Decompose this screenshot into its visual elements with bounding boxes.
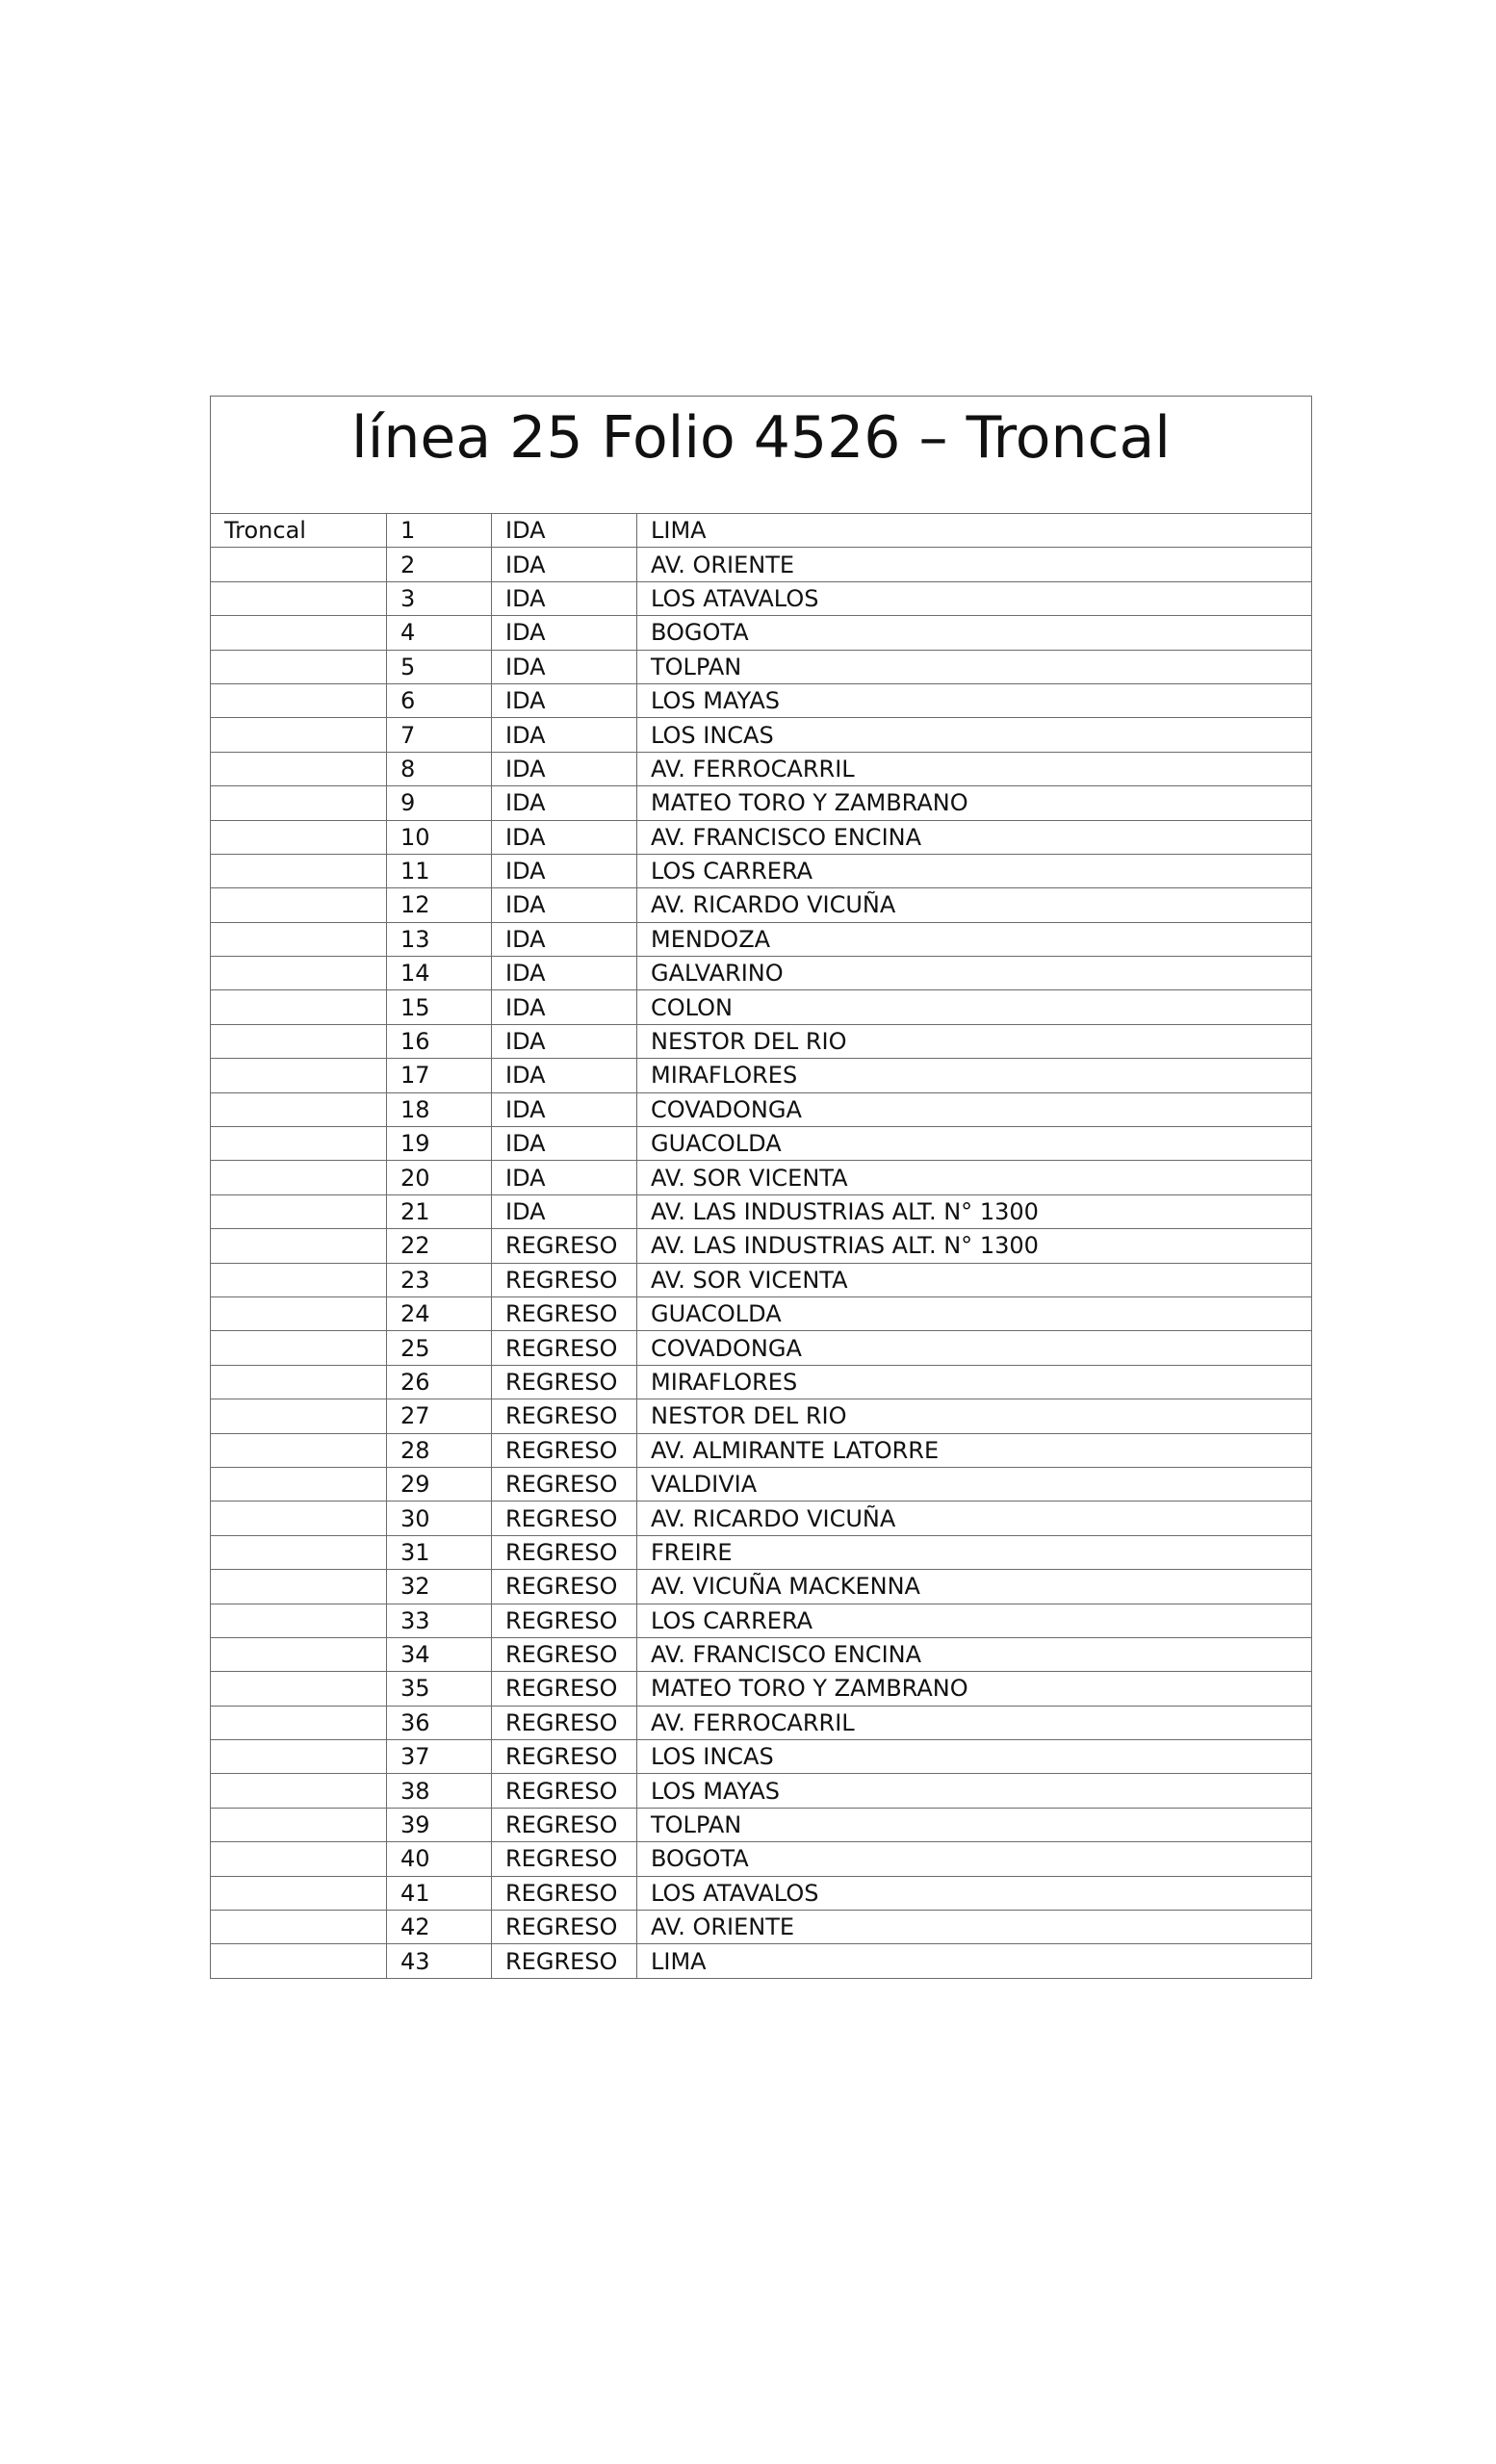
direction-cell: IDA [492, 854, 637, 887]
direction-cell: REGRESO [492, 1331, 637, 1365]
table-row [211, 1570, 1312, 1604]
direction-cell: IDA [492, 514, 637, 548]
group-cell [211, 1502, 387, 1535]
table-row [211, 1911, 1312, 1944]
direction-cell: REGRESO [492, 1944, 637, 1978]
group-cell [211, 683, 387, 717]
group-cell [211, 548, 387, 581]
stop-name-cell: NESTOR DEL RIO [637, 1399, 1312, 1433]
direction-cell: REGRESO [492, 1637, 637, 1671]
group-cell [211, 1161, 387, 1194]
group-cell [211, 1911, 387, 1944]
group-cell [211, 1092, 387, 1126]
route-table [210, 396, 1312, 1979]
table-row [211, 1127, 1312, 1161]
table-row [211, 1467, 1312, 1501]
stop-number-cell: 14 [387, 957, 492, 990]
table-row [211, 922, 1312, 956]
stop-number-cell: 22 [387, 1229, 492, 1263]
direction-cell: REGRESO [492, 1808, 637, 1841]
stop-name-cell: GUACOLDA [637, 1296, 1312, 1330]
direction-cell: IDA [492, 1092, 637, 1126]
stop-name-cell: TOLPAN [637, 650, 1312, 683]
stop-name-cell: AV. FERROCARRIL [637, 1706, 1312, 1739]
stop-name-cell: COLON [637, 990, 1312, 1024]
stop-name-cell: LOS ATAVALOS [637, 1876, 1312, 1910]
direction-cell: IDA [492, 683, 637, 717]
table-row [211, 752, 1312, 785]
stop-name-cell: LOS MAYAS [637, 683, 1312, 717]
stop-number-cell: 15 [387, 990, 492, 1024]
stop-number-cell: 8 [387, 752, 492, 785]
direction-cell: REGRESO [492, 1399, 637, 1433]
group-cell [211, 1263, 387, 1296]
stop-number-cell: 23 [387, 1263, 492, 1296]
group-cell [211, 1127, 387, 1161]
table-row [211, 1535, 1312, 1569]
stop-number-cell: 43 [387, 1944, 492, 1978]
direction-cell: REGRESO [492, 1502, 637, 1535]
direction-cell: IDA [492, 1194, 637, 1228]
table-row [211, 786, 1312, 820]
stop-number-cell: 1 [387, 514, 492, 548]
table-row [211, 616, 1312, 650]
stop-name-cell: AV. SOR VICENTA [637, 1263, 1312, 1296]
direction-cell: IDA [492, 1059, 637, 1092]
page-title: línea 25 Folio 4526 – Troncal [211, 397, 1312, 514]
stop-name-cell: LOS ATAVALOS [637, 581, 1312, 615]
group-cell [211, 1296, 387, 1330]
stop-number-cell: 33 [387, 1604, 492, 1637]
stop-name-cell: LOS INCAS [637, 1740, 1312, 1774]
direction-cell: IDA [492, 922, 637, 956]
stop-name-cell: LOS INCAS [637, 718, 1312, 752]
stop-name-cell: AV. FRANCISCO ENCINA [637, 1637, 1312, 1671]
stop-number-cell: 29 [387, 1467, 492, 1501]
group-cell [211, 752, 387, 785]
title-row [211, 397, 1312, 514]
group-cell [211, 1194, 387, 1228]
stop-number-cell: 7 [387, 718, 492, 752]
direction-cell: IDA [492, 650, 637, 683]
stop-number-cell: 11 [387, 854, 492, 887]
table-row [211, 990, 1312, 1024]
table-row [211, 581, 1312, 615]
group-cell [211, 1024, 387, 1058]
stop-name-cell: AV. RICARDO VICUÑA [637, 888, 1312, 922]
stop-number-cell: 20 [387, 1161, 492, 1194]
table-row [211, 1024, 1312, 1058]
table-row [211, 820, 1312, 854]
stop-name-cell: AV. RICARDO VICUÑA [637, 1502, 1312, 1535]
table-row [211, 1194, 1312, 1228]
stop-number-cell: 6 [387, 683, 492, 717]
group-cell [211, 1467, 387, 1501]
stop-number-cell: 42 [387, 1911, 492, 1944]
direction-cell: IDA [492, 990, 637, 1024]
stop-name-cell: MATEO TORO Y ZAMBRANO [637, 786, 1312, 820]
table-row [211, 683, 1312, 717]
stop-name-cell: COVADONGA [637, 1331, 1312, 1365]
stop-name-cell: VALDIVIA [637, 1467, 1312, 1501]
group-cell [211, 1433, 387, 1467]
group-cell [211, 581, 387, 615]
stop-name-cell: MENDOZA [637, 922, 1312, 956]
group-cell [211, 957, 387, 990]
direction-cell: IDA [492, 1024, 637, 1058]
stop-number-cell: 4 [387, 616, 492, 650]
group-cell: Troncal [211, 514, 387, 548]
direction-cell: IDA [492, 888, 637, 922]
table-row [211, 1944, 1312, 1978]
stop-name-cell: AV. ORIENTE [637, 1911, 1312, 1944]
direction-cell: REGRESO [492, 1876, 637, 1910]
direction-cell: IDA [492, 957, 637, 990]
stop-number-cell: 9 [387, 786, 492, 820]
direction-cell: REGRESO [492, 1740, 637, 1774]
stop-name-cell: COVADONGA [637, 1092, 1312, 1126]
stop-number-cell: 28 [387, 1433, 492, 1467]
stop-number-cell: 32 [387, 1570, 492, 1604]
stop-number-cell: 41 [387, 1876, 492, 1910]
group-cell [211, 718, 387, 752]
stop-number-cell: 10 [387, 820, 492, 854]
group-cell [211, 1604, 387, 1637]
group-cell [211, 1229, 387, 1263]
direction-cell: IDA [492, 616, 637, 650]
table-row [211, 1092, 1312, 1126]
group-cell [211, 1808, 387, 1841]
group-cell [211, 616, 387, 650]
stop-number-cell: 24 [387, 1296, 492, 1330]
group-cell [211, 1740, 387, 1774]
stop-number-cell: 18 [387, 1092, 492, 1126]
table-row [211, 548, 1312, 581]
table-row [211, 1876, 1312, 1910]
group-cell [211, 1672, 387, 1706]
direction-cell: IDA [492, 820, 637, 854]
stop-name-cell: GUACOLDA [637, 1127, 1312, 1161]
stop-number-cell: 2 [387, 548, 492, 581]
table-row [211, 1774, 1312, 1808]
table-row [211, 1399, 1312, 1433]
group-cell [211, 1331, 387, 1365]
stop-name-cell: AV. ORIENTE [637, 548, 1312, 581]
group-cell [211, 1570, 387, 1604]
group-cell [211, 1706, 387, 1739]
stop-number-cell: 13 [387, 922, 492, 956]
stop-name-cell: AV. ALMIRANTE LATORRE [637, 1433, 1312, 1467]
table-row [211, 888, 1312, 922]
table-row [211, 1706, 1312, 1739]
stop-name-cell: MIRAFLORES [637, 1365, 1312, 1399]
group-cell [211, 1535, 387, 1569]
stop-number-cell: 3 [387, 581, 492, 615]
stop-name-cell: FREIRE [637, 1535, 1312, 1569]
table-row [211, 1842, 1312, 1876]
table-row [211, 1161, 1312, 1194]
group-cell [211, 888, 387, 922]
stop-number-cell: 35 [387, 1672, 492, 1706]
direction-cell: REGRESO [492, 1911, 637, 1944]
stop-number-cell: 17 [387, 1059, 492, 1092]
group-cell [211, 854, 387, 887]
direction-cell: REGRESO [492, 1570, 637, 1604]
table-row [211, 1059, 1312, 1092]
direction-cell: REGRESO [492, 1365, 637, 1399]
group-cell [211, 1774, 387, 1808]
stop-number-cell: 26 [387, 1365, 492, 1399]
stop-name-cell: LOS CARRERA [637, 854, 1312, 887]
group-cell [211, 1944, 387, 1978]
stop-name-cell: MIRAFLORES [637, 1059, 1312, 1092]
stop-name-cell: MATEO TORO Y ZAMBRANO [637, 1672, 1312, 1706]
stop-name-cell: AV. SOR VICENTA [637, 1161, 1312, 1194]
table-row [211, 1263, 1312, 1296]
table-row [211, 1296, 1312, 1330]
stop-name-cell: NESTOR DEL RIO [637, 1024, 1312, 1058]
stop-number-cell: 30 [387, 1502, 492, 1535]
stop-number-cell: 39 [387, 1808, 492, 1841]
direction-cell: REGRESO [492, 1535, 637, 1569]
stop-name-cell: LIMA [637, 1944, 1312, 1978]
stop-name-cell: BOGOTA [637, 616, 1312, 650]
table-row [211, 1433, 1312, 1467]
direction-cell: REGRESO [492, 1774, 637, 1808]
direction-cell: IDA [492, 752, 637, 785]
direction-cell: REGRESO [492, 1604, 637, 1637]
table-row [211, 1604, 1312, 1637]
direction-cell: IDA [492, 718, 637, 752]
stop-number-cell: 36 [387, 1706, 492, 1739]
direction-cell: IDA [492, 786, 637, 820]
stop-number-cell: 5 [387, 650, 492, 683]
stop-number-cell: 21 [387, 1194, 492, 1228]
table-row [211, 1365, 1312, 1399]
table-row [211, 1502, 1312, 1535]
direction-cell: REGRESO [492, 1229, 637, 1263]
direction-cell: REGRESO [492, 1842, 637, 1876]
stop-number-cell: 25 [387, 1331, 492, 1365]
table-row [211, 1672, 1312, 1706]
stop-name-cell: LIMA [637, 514, 1312, 548]
table-row [211, 1808, 1312, 1841]
table-row [211, 854, 1312, 887]
group-cell [211, 650, 387, 683]
stop-name-cell: LOS CARRERA [637, 1604, 1312, 1637]
stop-number-cell: 12 [387, 888, 492, 922]
direction-cell: IDA [492, 581, 637, 615]
group-cell [211, 1876, 387, 1910]
table-row [211, 1637, 1312, 1671]
table-row [211, 1740, 1312, 1774]
group-cell [211, 786, 387, 820]
direction-cell: REGRESO [492, 1263, 637, 1296]
table-row [211, 1331, 1312, 1365]
group-cell [211, 990, 387, 1024]
table-row [211, 957, 1312, 990]
table-row [211, 514, 1312, 548]
stop-number-cell: 19 [387, 1127, 492, 1161]
table-row [211, 650, 1312, 683]
table-row [211, 1229, 1312, 1263]
stop-name-cell: GALVARINO [637, 957, 1312, 990]
group-cell [211, 1365, 387, 1399]
stop-name-cell: LOS MAYAS [637, 1774, 1312, 1808]
direction-cell: REGRESO [492, 1467, 637, 1501]
stop-name-cell: AV. LAS INDUSTRIAS ALT. N° 1300 [637, 1194, 1312, 1228]
stop-name-cell: AV. LAS INDUSTRIAS ALT. N° 1300 [637, 1229, 1312, 1263]
direction-cell: REGRESO [492, 1672, 637, 1706]
stop-number-cell: 38 [387, 1774, 492, 1808]
group-cell [211, 1059, 387, 1092]
group-cell [211, 922, 387, 956]
direction-cell: IDA [492, 548, 637, 581]
stop-name-cell: AV. FERROCARRIL [637, 752, 1312, 785]
direction-cell: REGRESO [492, 1706, 637, 1739]
stop-number-cell: 34 [387, 1637, 492, 1671]
group-cell [211, 820, 387, 854]
stop-name-cell: BOGOTA [637, 1842, 1312, 1876]
stop-name-cell: TOLPAN [637, 1808, 1312, 1841]
stop-number-cell: 27 [387, 1399, 492, 1433]
group-cell [211, 1399, 387, 1433]
direction-cell: IDA [492, 1161, 637, 1194]
stop-name-cell: AV. FRANCISCO ENCINA [637, 820, 1312, 854]
group-cell [211, 1637, 387, 1671]
stop-number-cell: 37 [387, 1740, 492, 1774]
direction-cell: REGRESO [492, 1296, 637, 1330]
group-cell [211, 1842, 387, 1876]
stop-name-cell: AV. VICUÑA MACKENNA [637, 1570, 1312, 1604]
table-row [211, 718, 1312, 752]
direction-cell: REGRESO [492, 1433, 637, 1467]
direction-cell: IDA [492, 1127, 637, 1161]
stop-number-cell: 40 [387, 1842, 492, 1876]
stop-number-cell: 31 [387, 1535, 492, 1569]
stop-number-cell: 16 [387, 1024, 492, 1058]
